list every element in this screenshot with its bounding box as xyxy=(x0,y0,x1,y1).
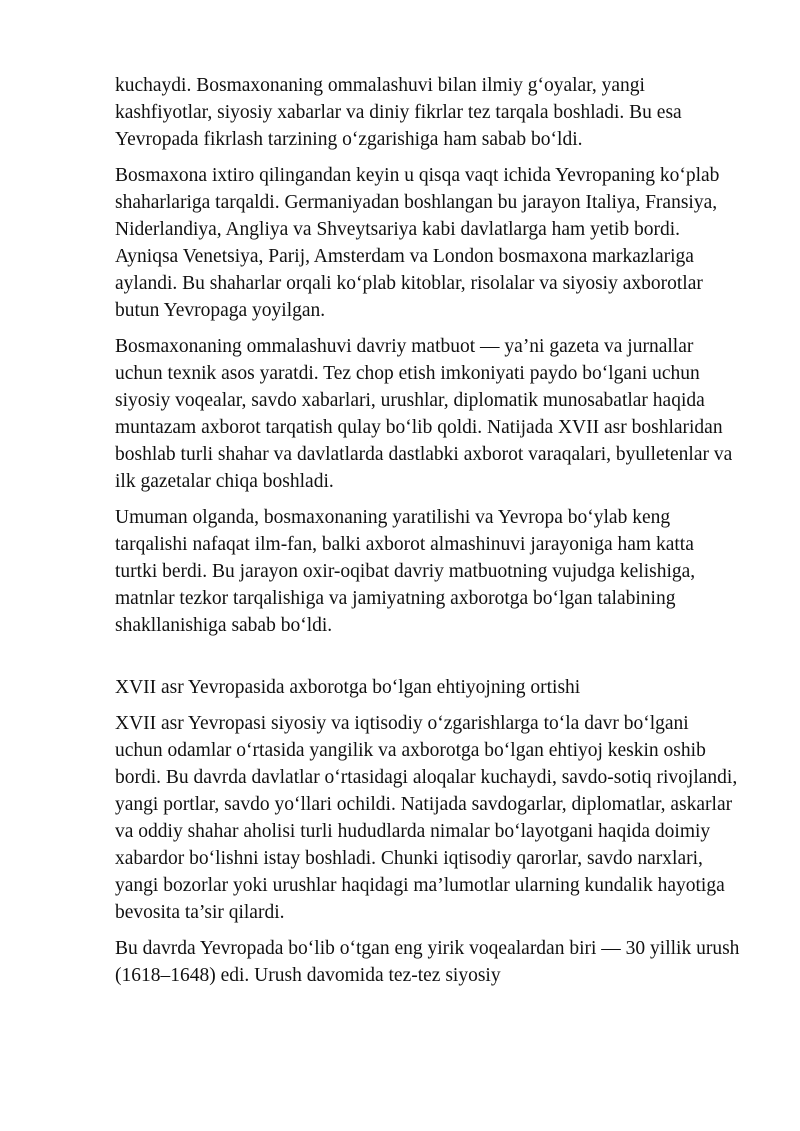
paragraph: Bosmaxonaning ommalashuvi davriy matbuot — ya’ni gazeta va jurnallar uchun texnik asos yaratdi. Tez chop etish imkoniyati paydo bo‘lgani uchun siyosiy voqealar, savdo xabarlari, urushlar, diplomatik munosabatlar haqida muntazam axborot tarqatish qulay bo‘lib qoldi. Natijada XVII asr boshlaridan boshlab turli shahar va davlatlarda dastlabki axborot varaqalari, byulletenlar va ilk gazetalar chiqa boshladi. xyxy=(115,336,733,492)
section-heading: XVII asr Yevropasida axborotga bo‘lgan ehtiyojning ortishi xyxy=(115,677,581,698)
paragraph: XVII asr Yevropasi siyosiy va iqtisodiy o‘zgarishlarga to‘la davr bo‘lgani uchun odamlar o‘rtasida yangilik va axborotga bo‘lgan ehtiyoj keskin oshib bordi. Bu davrda davlatlar o‘rtasidagi aloqalar kuchaydi, savdo-sotiq rivojlandi, yangi portlar, savdo yo‘llari ochildi. Natijada savdogarlar, diplomatlar, askarlar va oddiy shahar aholisi turli hududlarda nimalar bo‘layotgani haqida doimiy xabardor bo‘lishni istay boshladi. Chunki iqtisodiy qarorlar, savdo narxlari, yangi bozorlar yoki urushlar haqidagi ma’lumotlar ularning kundalik hayotiga bevosita ta’sir qilardi. xyxy=(115,713,738,923)
paragraph: kuchaydi. Bosmaxonaning ommalashuvi bilan ilmiy g‘oyalar, yangi kashfiyotlar, siyosiy xabarlar va diniy fikrlar tez tarqala boshladi. Bu esa Yevropada fikrlash tarzining o‘zgarishiga ham sabab bo‘ldi. xyxy=(115,75,682,150)
paragraph: Bosmaxona ixtiro qilingandan keyin u qisqa vaqt ichida Yevropaning ko‘plab shaharlariga tarqaldi. Germaniyadan boshlangan bu jarayon Italiya, Fransiya, Niderlandiya, Angliya va Shveytsariya kabi davlatlarga ham yetib bordi. Ayniqsa Venetsiya, Parij, Amsterdam va London bosmaxona markazlariga aylandi. Bu shaharlar orqali ko‘plab kitoblar, risolalar va siyosiy axborotlar butun Yevropaga yoyilgan. xyxy=(115,165,720,321)
paragraph: Umuman olganda, bosmaxonaning yaratilishi va Yevropa bo‘ylab keng tarqalishi nafaqat ilm-fan, balki axborot almashinuvi jarayoniga ham katta turtki berdi. Bu jarayon oxir-oqibat davriy matbuotning vujudga kelishiga, matnlar tezkor tarqalishiga va jamiyatning axborotga bo‘lgan talabining shakllanishiga sabab bo‘ldi. xyxy=(115,507,696,636)
paragraph: Bu davrda Yevropada bo‘lib o‘tgan eng yirik voqealardan biri — 30 yillik urush (1618–1648) edi. Urush davomida tez-tez siyosiy xyxy=(115,938,740,986)
